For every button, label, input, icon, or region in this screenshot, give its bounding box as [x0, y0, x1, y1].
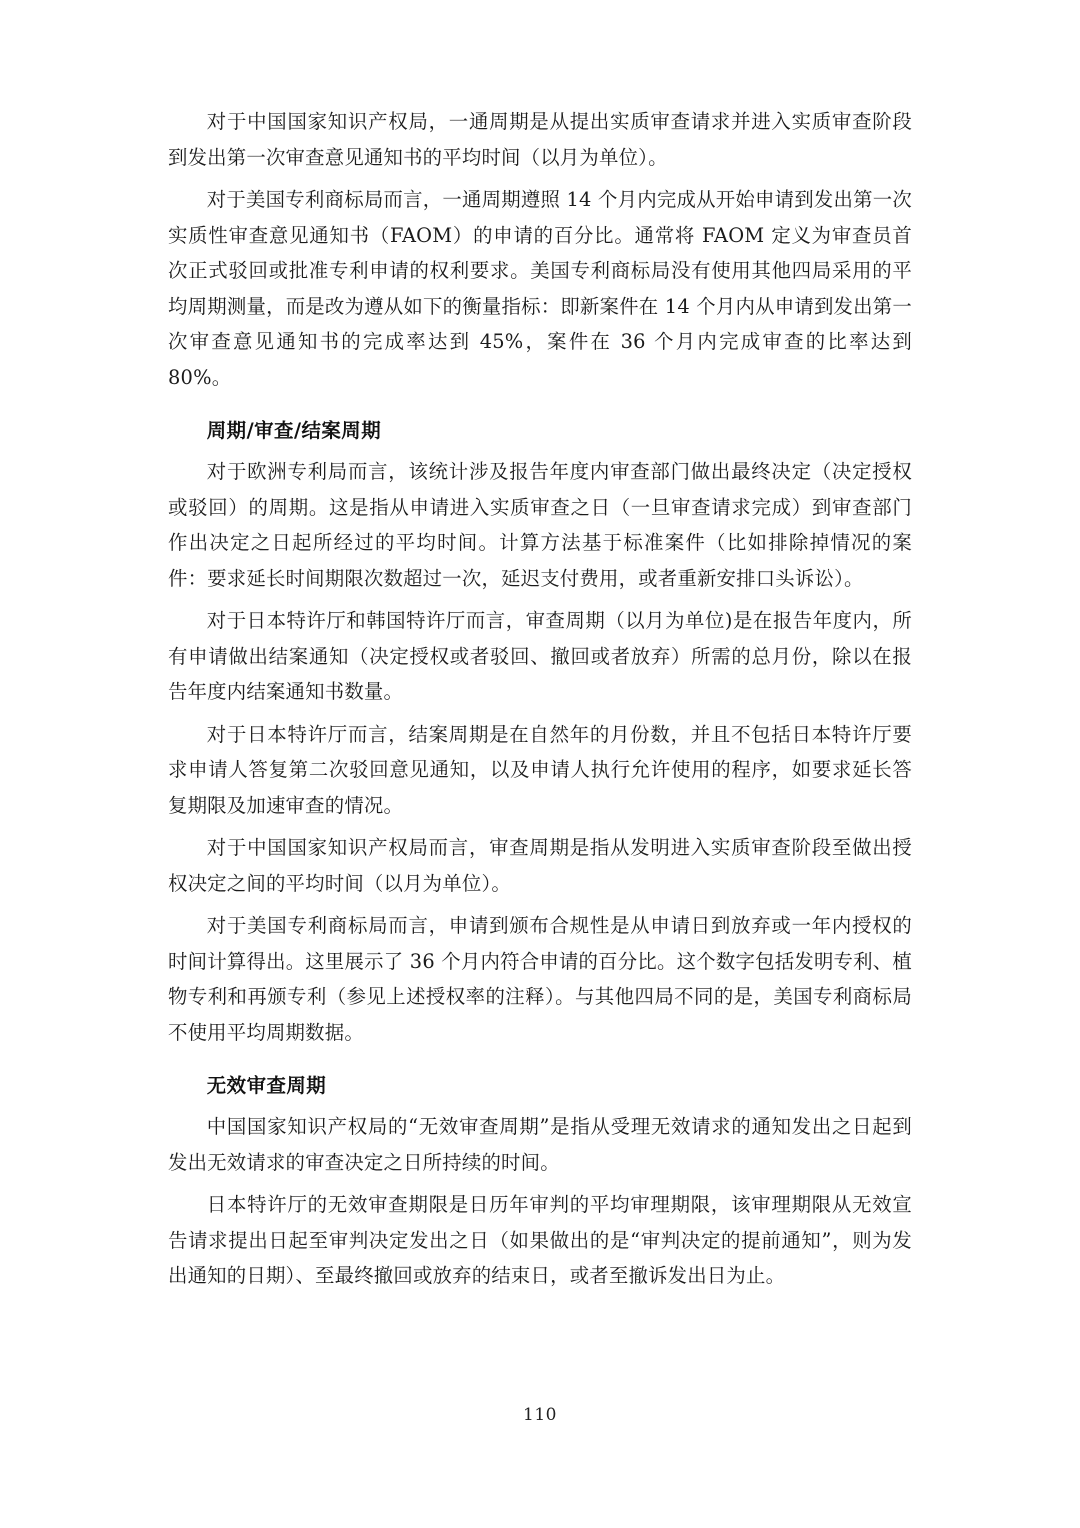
heading-invalidation-review-cycle: 无效审查周期	[206, 1074, 327, 1097]
para-cnipa-first-action: 对于中国国家知识产权局，一通周期是从提出实质审查请求并进入实质审查阶段到发出第一次审查意见通知书的平均时间（以月为单位）。	[168, 110, 912, 169]
page-number: 110	[523, 1405, 557, 1425]
heading-cycle-examination-disposal: 周期/审查/结案周期	[206, 419, 382, 442]
para-uspto-allowance-compliance: 对于美国专利商标局而言，申请到颁布合规性是从申请日到放弃或一年内授权的时间计算得出。这里展示了 36 个月内符合申请的百分比。这个数字包括发明专利、植物专利和再颁专利（参见上述授权率的注释）。与其他四局不同的是，美国专利商标局不使用平均周期数据。	[168, 914, 912, 1044]
para-cnipa-examination-cycle: 对于中国国家知识产权局而言，审查周期是指从发明进入实质审查阶段至做出授权决定之间的平均时间（以月为单位）。	[168, 836, 912, 895]
para-jpo-kipo-cycle: 对于日本特许厅和韩国特许厅而言，审查周期（以月为单位)是在报告年度内，所有申请做出结案通知（决定授权或者驳回、撤回或者放弃）所需的总月份，除以在报告年度内结案通知书数量。	[168, 609, 912, 703]
para-jpo-disposal-cycle: 对于日本特许厅而言，结案周期是在自然年的月份数，并且不包括日本特许厅要求申请人答复第二次驳回意见通知，以及申请人执行允许使用的程序，如要求延长答复期限及加速审查的情况。	[168, 722, 912, 817]
para-cnipa-invalidation: 中国国家知识产权局的“无效审查周期”是指从受理无效请求的通知发出之日起到发出无效请求的审查决定之日所持续的时间。	[168, 1115, 912, 1174]
para-jpo-invalidation: 日本特许厅的无效审查期限是日历年审判的平均审理期限，该审理期限从无效宣告请求提出日起至审判决定发出之日（如果做出的是“审判决定的提前通知”，则为发出通知的日期）、至最终撤回或放弃的结束日，或者至撤诉发出日为止。	[168, 1193, 912, 1287]
document-body	[168, 104, 912, 1301]
para-epo-cycle: 对于欧洲专利局而言，该统计涉及报告年度内审查部门做出最终决定（决定授权或驳回）的周期。这是指从申请进入实质审查之日（一旦审查请求完成）到审查部门作出决定之日起所经过的平均时间。计算方法基于标准案件（比如排除掉情况的案件：要求延长时间期限次数超过一次，延迟支付费用，或者重新安排口头诉讼）。	[168, 460, 912, 590]
para-uspto-first-action: 对于美国专利商标局而言，一通周期遵照 14 个月内完成从开始申请到发出第一次实质性审查意见通知书（FAOM）的申请的百分比。通常将 FAOM 定义为审查员首次正式驳回或批准专利申请的权利要求。美国专利商标局没有使用其他四局采用的平均周期测量，而是改为遵从如下的衡量指标：即新案件在 14 个月内从申请到发出第一次审查意见通知书的完成率达到 45%，案件在 36 个月内完成审查的比率达到 80%。	[168, 188, 912, 389]
